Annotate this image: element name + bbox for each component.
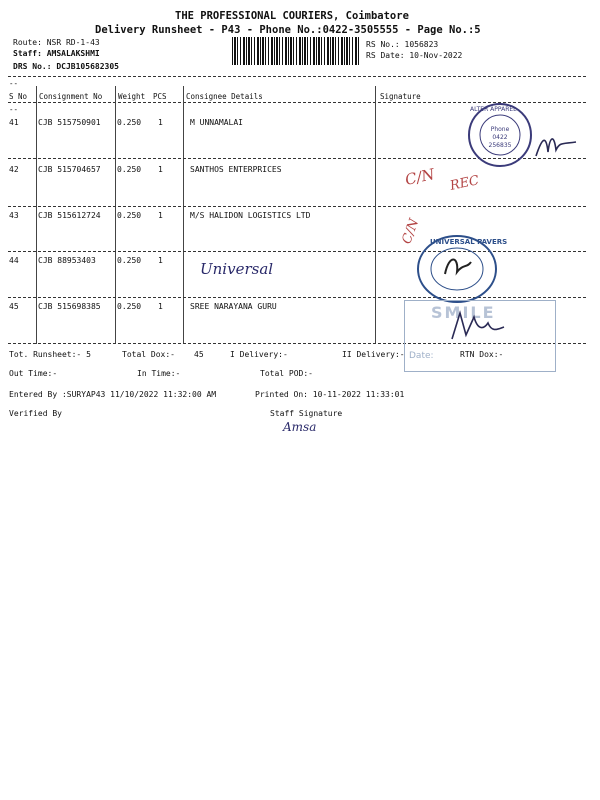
row-consignment: CJB 515704657 bbox=[38, 165, 101, 174]
signature-scribble-icon bbox=[532, 128, 578, 164]
i-delivery: I Delivery:- bbox=[230, 350, 288, 359]
svg-text:256835: 256835 bbox=[488, 142, 512, 149]
rtn-dox: RTN Dox:- bbox=[460, 350, 504, 359]
row-separator bbox=[8, 251, 586, 252]
col-header-consignment: Consignment No bbox=[39, 92, 103, 101]
separator bbox=[8, 76, 586, 77]
handwritten-consignee: Universal bbox=[200, 260, 274, 278]
row-consignment: CJB 515698385 bbox=[38, 302, 101, 311]
staff-signature: Amsa bbox=[283, 420, 317, 434]
row-weight: 0.250 bbox=[117, 256, 142, 265]
row-weight: 0.250 bbox=[117, 165, 142, 174]
verified-by: Verified By bbox=[9, 409, 62, 418]
out-time: Out Time:- bbox=[9, 369, 58, 378]
handwritten-cn: C/N bbox=[399, 216, 423, 247]
row-consignment: CJB 515612724 bbox=[38, 211, 101, 220]
row-consignment: CJB 88953403 bbox=[38, 256, 96, 265]
total-dox-value: 45 bbox=[194, 350, 204, 359]
row-pcs: 1 bbox=[158, 165, 163, 174]
separator-mark: -- bbox=[9, 105, 19, 114]
row-sno: 41 bbox=[9, 118, 19, 127]
in-time: In Time:- bbox=[137, 369, 181, 378]
rs-date: RS Date: 10-Nov-2022 bbox=[366, 51, 463, 60]
stamp-text: UNIVERSAL PAVERS bbox=[430, 238, 508, 246]
total-pod: Total POD:- bbox=[260, 369, 313, 378]
stamp-text: ALTER APPAREL bbox=[470, 106, 517, 113]
signature-scribble-icon bbox=[448, 305, 508, 345]
separator-mark: -- bbox=[9, 79, 19, 88]
drs-number: DRS No.: DCJB105682305 bbox=[13, 62, 119, 71]
row-pcs: 1 bbox=[158, 118, 163, 127]
row-consignee: M/S HALIDON LOGISTICS LTD bbox=[190, 211, 311, 220]
stamp-text: SMILE bbox=[431, 303, 496, 322]
rs-number: RS No.: 1056823 bbox=[366, 40, 439, 49]
column-divider bbox=[36, 86, 37, 344]
staff-signature-label: Staff Signature bbox=[270, 409, 343, 418]
col-header-consignee: Consignee Details bbox=[186, 92, 263, 101]
column-divider bbox=[115, 86, 116, 344]
company-title: THE PROFESSIONAL COURIERS, Coimbatore bbox=[175, 10, 409, 22]
row-separator bbox=[8, 206, 586, 207]
row-sno: 42 bbox=[9, 165, 19, 174]
row-consignee: M UNNAMALAI bbox=[190, 118, 243, 127]
total-dox-label: Total Dox:- bbox=[122, 350, 175, 359]
col-header-sno: S No bbox=[9, 92, 28, 101]
row-pcs: 1 bbox=[158, 302, 163, 311]
route-label: Route: NSR RD-1-43 bbox=[13, 38, 100, 47]
handwritten-cn: C/N bbox=[403, 165, 437, 189]
row-separator bbox=[8, 297, 586, 298]
entered-by: Entered By :SURYAP43 11/10/2022 11:32:00 AM bbox=[9, 390, 217, 399]
row-sno: 45 bbox=[9, 302, 19, 311]
staff-label: Staff: AMSALAKSHMI bbox=[13, 49, 100, 58]
row-consignment: CJB 515750901 bbox=[38, 118, 101, 127]
row-pcs: 1 bbox=[158, 256, 163, 265]
runsheet-subtitle: Delivery Runsheet - P43 - Phone No.:0422-3505555 - Page No.:5 bbox=[95, 24, 481, 36]
handwritten-rec: REC bbox=[448, 173, 481, 194]
row-weight: 0.250 bbox=[117, 118, 142, 127]
ii-delivery: II Delivery:- bbox=[342, 350, 405, 359]
col-header-signature: Signature bbox=[380, 92, 421, 101]
column-divider bbox=[375, 86, 376, 344]
printed-on: Printed On: 10-11-2022 11:33:01 bbox=[255, 390, 405, 399]
row-pcs: 1 bbox=[158, 211, 163, 220]
row-sno: 44 bbox=[9, 256, 19, 265]
row-weight: 0.250 bbox=[117, 302, 142, 311]
col-header-weight: Weight bbox=[118, 92, 146, 101]
column-divider bbox=[183, 86, 184, 344]
col-header-pcs: PCS bbox=[153, 92, 167, 101]
row-consignee: SANTHOS ENTERPRICES bbox=[190, 165, 282, 174]
row-weight: 0.250 bbox=[117, 211, 142, 220]
row-sno: 43 bbox=[9, 211, 19, 220]
svg-text:0422: 0422 bbox=[492, 134, 508, 141]
stamp-date-label: Date: bbox=[409, 351, 434, 361]
svg-text:Phone: Phone bbox=[490, 126, 510, 133]
barcode bbox=[232, 37, 360, 65]
row-consignee: SREE NARAYANA GURU bbox=[190, 302, 277, 311]
total-runsheet: Tot. Runsheet:- 5 bbox=[9, 350, 91, 359]
